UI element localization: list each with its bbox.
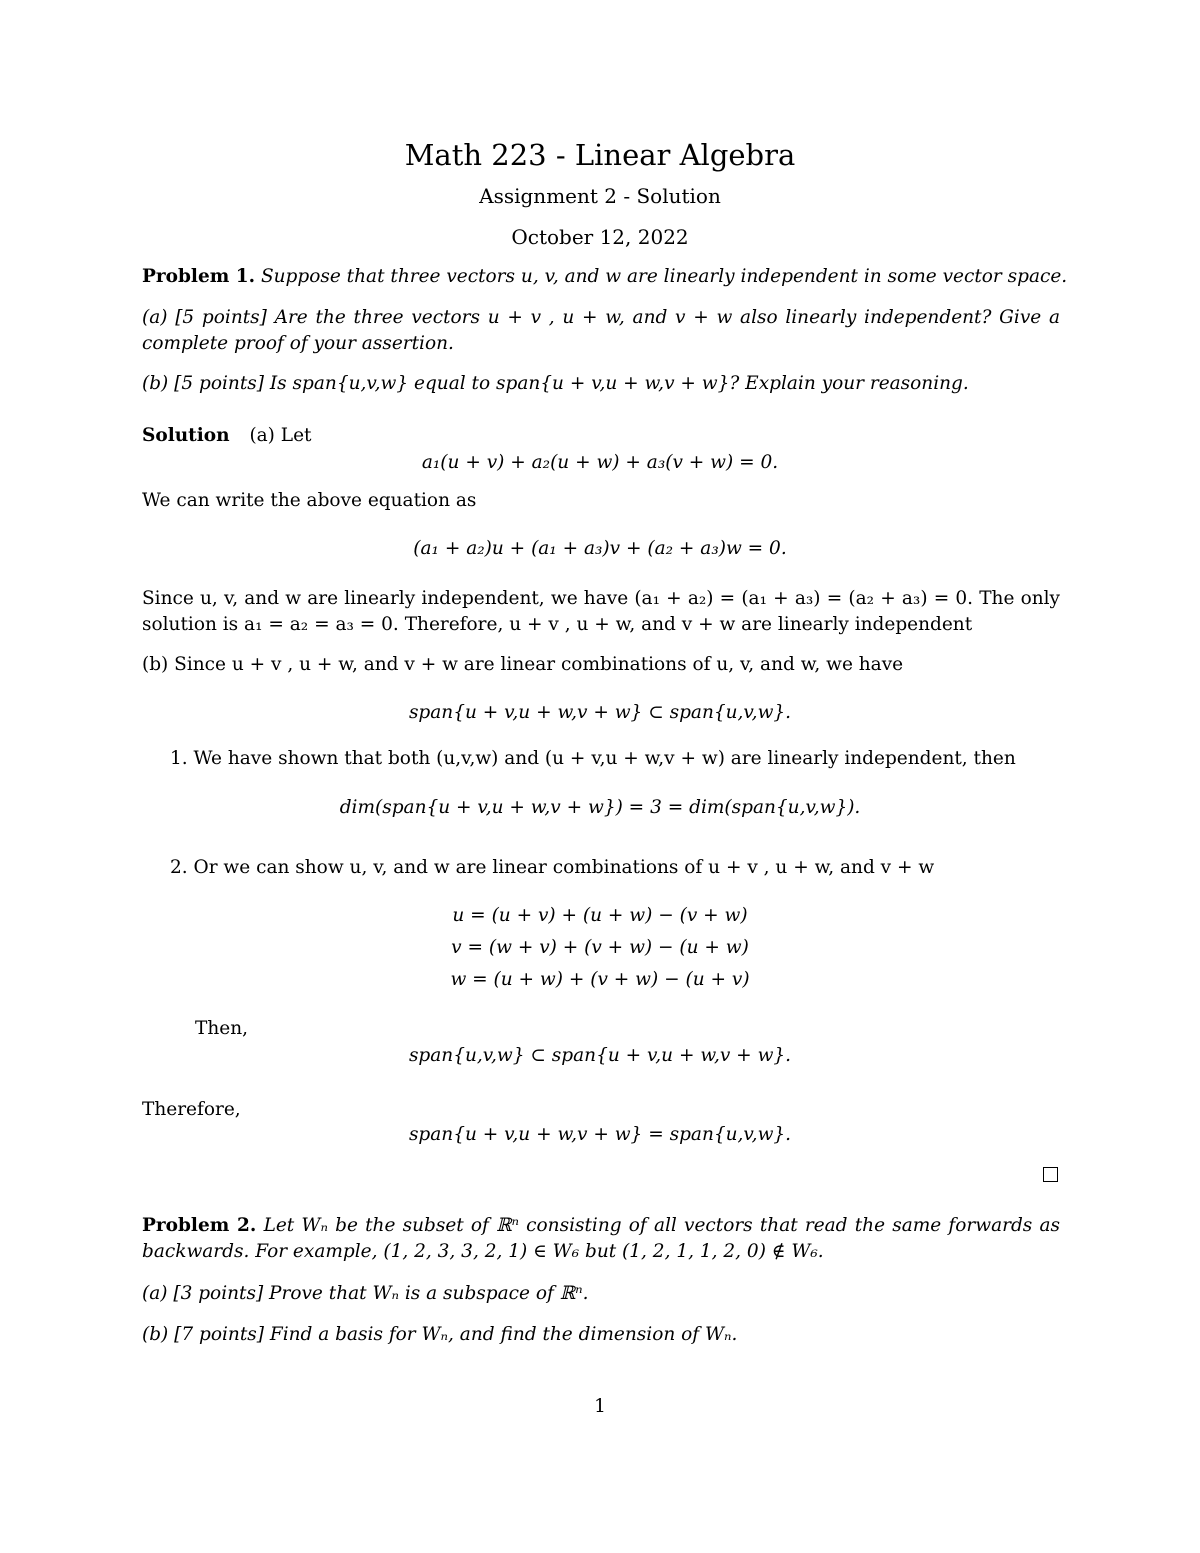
solution-part-b-intro: (b) Since u + v , u + w, and v + w are linear combinations of u, v, and w, we have [142,654,904,675]
therefore-text: Therefore, [142,1099,241,1120]
equation-span-subset-2: span{u,v,w} ⊂ span{u + v,u + w,v + w}. [408,1045,792,1066]
equation-span-subset-1: span{u + v,u + w,v + w} ⊂ span{u,v,w}. [408,702,792,723]
list-item-1: 1. We have shown that both (u,v,w) and (u + v,u + w,v + w) are linearly independent, then [170,748,1016,769]
problem-1-text: Suppose that three vectors u, v, and w are linearly independent in some vector space. [260,266,1068,287]
problem-1-part-b: (b) [5 points] Is span{u,v,w} equal to span{u + v,u + w,v + w}? Explain your reasoning. [142,373,969,394]
assignment-subtitle: Assignment 2 - Solution [479,184,721,208]
solution-label: Solution [142,425,230,446]
equation-collected-terms: (a₁ + a₂)u + (a₁ + a₃)v + (a₂ + a₃)w = 0. [413,538,787,559]
equation-row-v: v = (w + v) + (v + w) − (u + w) [451,937,749,958]
problem-2-part-b: (b) [7 points] Find a basis for Wₙ, and find the dimension of Wₙ. [142,1324,738,1345]
solution-heading [142,423,1060,449]
page-number: 1 [594,1396,606,1417]
equation-linear-combination: a₁(u + v) + a₂(u + w) + a₃(v + w) = 0. [421,452,779,473]
document-date: October 12, 2022 [511,225,689,249]
rewrite-text: We can write the above equation as [142,490,477,511]
qed-symbol-icon [1043,1167,1058,1182]
page-title: Math 223 - Linear Algebra [404,138,796,172]
problem-2-label: Problem 2. [142,1215,257,1236]
equation-row-w: w = (u + w) + (v + w) − (u + v) [450,969,750,990]
problem-1-label: Problem 1. [142,266,256,287]
solution-part-a-intro: (a) Let [249,425,312,446]
problem-2-text: Let Wₙ be the subset of ℝⁿ consisting of all vectors that read the same forwards as backwards. For example, (1, 2, 3, 3, 2, 1) ∈ W₆ but (1, 2, 1, 1, 2, 0) ∉ W₆. [142,1215,1060,1262]
then-text: Then, [195,1018,248,1039]
equation-system [0,900,1200,996]
equation-row-u: u = (u + v) + (u + w) − (v + w) [452,905,748,926]
problem-2-statement [142,1213,1060,1265]
problem-1-part-a: (a) [5 points] Are the three vectors u + v , u + w, and v + w also linearly independent? Give a complete proof of your assertion. [142,307,1060,354]
problem-2-part-a: (a) [3 points] Prove that Wₙ is a subspace of ℝⁿ. [142,1283,589,1304]
independence-conclusion: Since u, v, and w are linearly independent, we have (a₁ + a₂) = (a₁ + a₃) = (a₂ + a₃) = 0. The only solution is a₁ = a₂ = a₃ = 0. Therefore, u + v , u + w, and v + w are linearly independent [142,588,1060,635]
equation-span-equal: span{u + v,u + w,v + w} = span{u,v,w}. [408,1124,792,1145]
equation-dimension: dim(span{u + v,u + w,v + w}) = 3 = dim(span{u,v,w}). [339,797,861,818]
list-item-2: 2. Or we can show u, v, and w are linear combinations of u + v , u + w, and v + w [170,857,935,878]
problem-1-statement [142,264,1068,290]
